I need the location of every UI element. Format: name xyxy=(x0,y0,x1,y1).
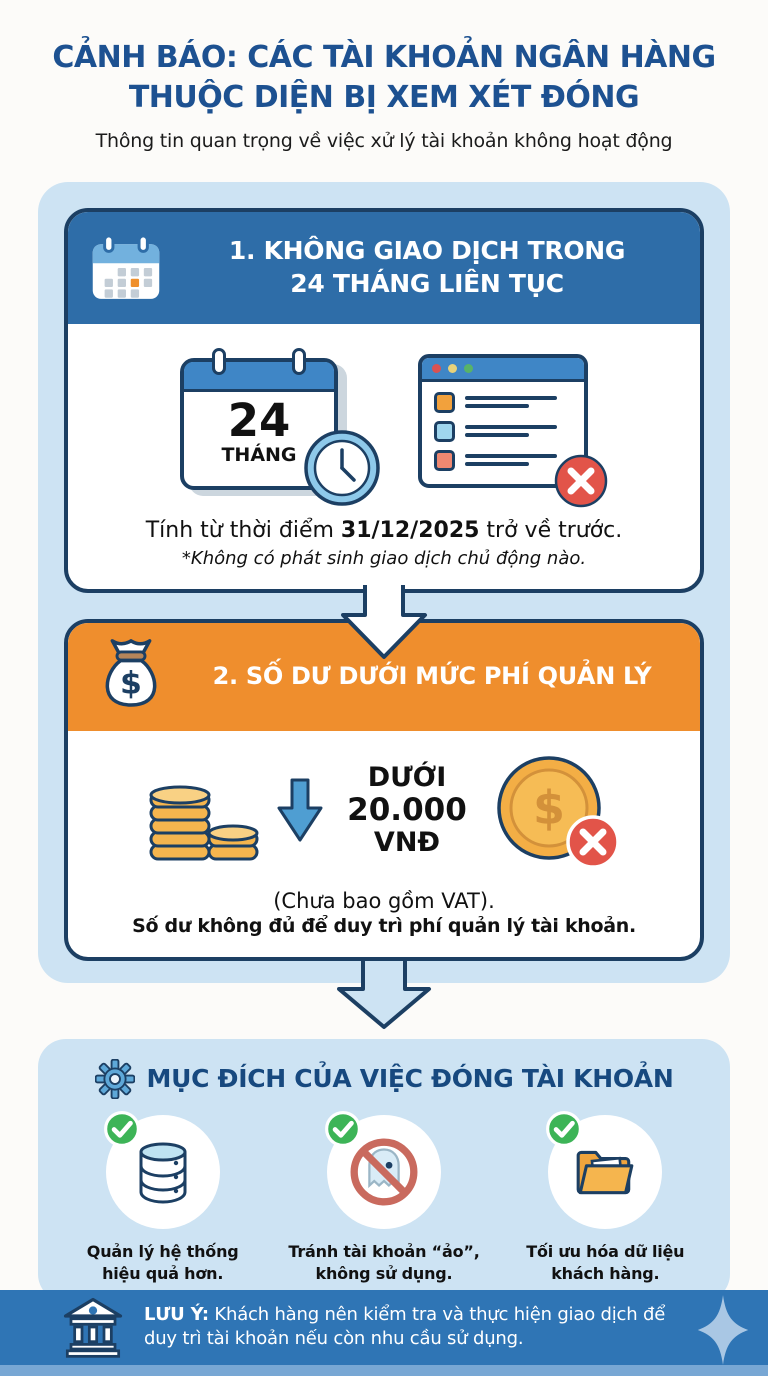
row-square xyxy=(434,450,455,471)
check-badge-icon xyxy=(545,1110,583,1148)
check-badge-icon xyxy=(103,1110,141,1148)
window-titlebar xyxy=(422,358,584,382)
window-row xyxy=(434,392,572,413)
icon-circle xyxy=(548,1115,662,1229)
footer-content xyxy=(0,1290,768,1365)
calendar-ring-icon xyxy=(212,348,226,375)
section-arrow-icon xyxy=(325,961,443,1031)
footer-label: LƯU Ý: xyxy=(144,1303,209,1325)
database-icon xyxy=(131,1140,195,1204)
section1-card xyxy=(64,208,704,593)
purpose-label xyxy=(273,1241,494,1286)
error-badge-icon xyxy=(552,452,610,510)
down-arrow-icon xyxy=(277,778,323,844)
window-dot-red xyxy=(432,364,441,373)
section1-illustration xyxy=(92,336,676,506)
sparkle-icon xyxy=(692,1292,754,1368)
purpose-label xyxy=(495,1241,716,1286)
window-dot-green xyxy=(464,364,473,373)
section1-body xyxy=(68,324,700,589)
section1-heading xyxy=(174,235,680,300)
section2-heading: 2. SỐ DƯ DƯỚI MỨC PHÍ QUẢN LÝ xyxy=(212,662,652,691)
purpose-label-line1: Quản lý hệ thống xyxy=(86,1241,239,1261)
section3-header xyxy=(52,1059,716,1099)
icon-circle xyxy=(327,1115,441,1229)
coins-stack-icon xyxy=(145,759,261,863)
amount-line2: 20.000 xyxy=(347,792,467,829)
calendar-unit: THÁNG xyxy=(221,443,297,466)
section2-card xyxy=(64,619,704,961)
calendar-24-band xyxy=(184,362,334,392)
section2-body xyxy=(68,731,700,957)
calendar-24-months-icon xyxy=(180,348,348,494)
purpose-label-line1: Tối ưu hóa dữ liệu xyxy=(526,1241,685,1261)
purpose-item-folder xyxy=(495,1115,716,1286)
row-lines xyxy=(465,421,557,441)
bank-icon xyxy=(60,1296,126,1358)
page-title-line2: THUỘC DIỆN BỊ XEM XÉT ĐÓNG xyxy=(128,79,640,115)
clock-icon xyxy=(302,428,382,508)
page-title-line1: CẢNH BÁO: CÁC TÀI KHOẢN NGÂN HÀNG xyxy=(52,40,716,75)
calendar-number: 24 xyxy=(227,393,291,447)
purpose-label-line2: hiệu quả hơn. xyxy=(102,1264,224,1284)
purpose-item-database xyxy=(52,1115,273,1286)
amount-line1: DƯỚI xyxy=(367,762,447,794)
section1-header xyxy=(68,212,700,324)
amount-text xyxy=(347,763,467,858)
transaction-window-icon xyxy=(418,354,588,488)
dollar-symbol: $ xyxy=(532,780,565,835)
row-lines xyxy=(465,450,557,470)
section2-caption: (Chưa bao gồm VAT). xyxy=(273,888,495,913)
purpose-label-line2: không sử dụng. xyxy=(315,1264,453,1284)
section2-illustration xyxy=(92,743,676,879)
section3-heading: MỤC ĐÍCH CỦA VIỆC ĐÓNG TÀI KHOẢN xyxy=(146,1064,674,1094)
purpose-item-no-ghost xyxy=(273,1115,494,1286)
purpose-label xyxy=(52,1241,273,1286)
section1-caption xyxy=(92,518,676,543)
section1-heading-line2: 24 THÁNG LIÊN TỤC xyxy=(290,268,564,298)
page-title xyxy=(0,0,768,118)
window-dot-yellow xyxy=(448,364,457,373)
section-arrow-icon xyxy=(331,585,437,663)
folder-icon xyxy=(572,1139,638,1205)
calendar-ring-icon xyxy=(292,348,306,375)
caption-suffix: trở về trước. xyxy=(479,517,623,543)
section1-note: *Không có phát sinh giao dịch chủ động nào. xyxy=(181,547,587,569)
caption-date: 31/12/2025 xyxy=(340,517,480,543)
calendar-icon xyxy=(88,232,164,304)
footer-text xyxy=(144,1303,680,1351)
amount-line3: VNĐ xyxy=(373,827,441,859)
footer-bottom-strip xyxy=(0,1365,768,1376)
section3-items xyxy=(52,1115,716,1286)
caption-prefix: Tính từ thời điểm xyxy=(145,517,341,543)
footer-note xyxy=(0,1290,768,1376)
coin-dollar-icon xyxy=(491,752,623,870)
purpose-label-line2: khách hàng. xyxy=(551,1264,660,1284)
row-lines xyxy=(465,392,557,412)
main-container xyxy=(38,182,730,983)
icon-circle xyxy=(106,1115,220,1229)
arrow-gap xyxy=(64,593,704,619)
money-bag-icon xyxy=(88,635,174,719)
row-square xyxy=(434,421,455,442)
footer-message: Khách hàng nên kiểm tra và thực hiện giao dịch để duy trì tài khoản nếu còn nhu cầu sử dụng. xyxy=(144,1303,666,1349)
page-subtitle: Thông tin quan trọng về việc xử lý tài khoản không hoạt động xyxy=(95,129,673,152)
check-badge-icon xyxy=(324,1110,362,1148)
x-badge-icon xyxy=(568,817,618,867)
section2-caption-bold: Số dư không đủ để duy trì phí quản lý tài khoản. xyxy=(132,914,636,937)
dollar-symbol: $ xyxy=(120,665,142,702)
row-square xyxy=(434,392,455,413)
purpose-label-line1: Tránh tài khoản “ảo”, xyxy=(288,1241,480,1261)
window-row xyxy=(434,421,572,442)
section1-heading-line1: 1. KHÔNG GIAO DỊCH TRONG xyxy=(228,236,626,266)
section3-container xyxy=(38,1039,730,1302)
gear-icon xyxy=(95,1059,135,1099)
